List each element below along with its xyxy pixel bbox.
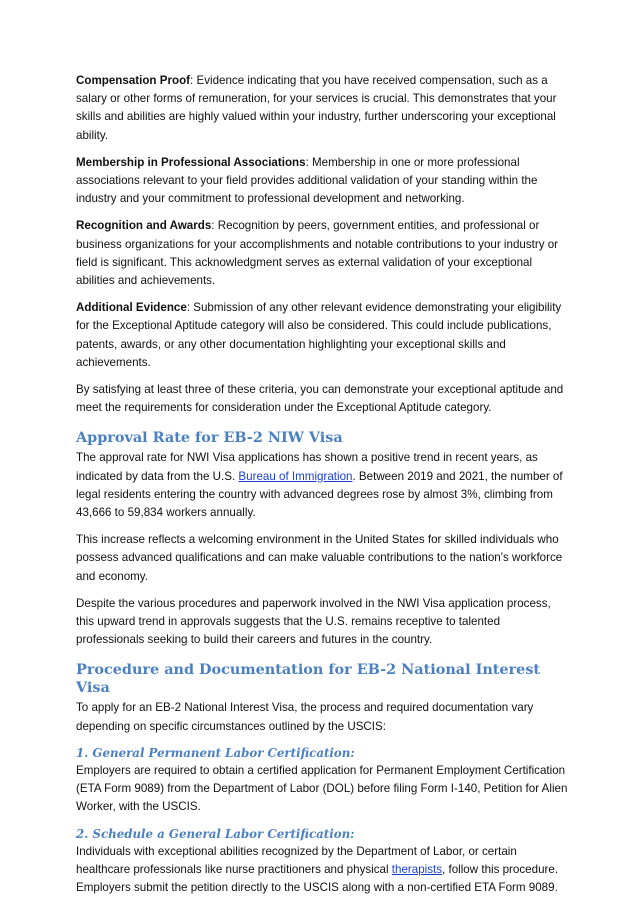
approval-paragraph-1	[76, 449, 570, 522]
approval-text-after-link: . Between 2019 and 2021, the number of legal residents entering the country with advanced degrees rose by almost 3%, climbing from 43,666 to 59,834 workers annually.	[76, 469, 563, 520]
bureau-of-immigration-link[interactable]: Bureau of Immigration	[238, 469, 353, 483]
schedule-labor-certification-text	[76, 843, 570, 898]
approval-rate-heading: Approval Rate for EB-2 NIW Visa	[76, 429, 343, 447]
criterion-recognition-awards	[76, 217, 570, 290]
procedure-heading: Procedure and Documentation for EB-2 National Interest Visa	[76, 661, 541, 697]
procedure-intro: To apply for an EB-2 National Interest Visa, the process and required documentation vary depending on specific circumstances outlined by the USCIS:	[76, 701, 534, 733]
subheading-schedule-labor-certification: 2. Schedule a General Labor Certification:	[76, 826, 355, 841]
schedule-text-before-link: Individuals with exceptional abilities recognized by the Department of Labor, or certain healthcare professionals like nurse practitioners and physical	[76, 844, 517, 876]
criteria-summary: By satisfying at least three of these criteria, you can demonstrate your exceptional aptitude and meet the requirements for consideration under the Exceptional Aptitude category.	[76, 383, 564, 415]
approval-paragraph-2: This increase reflects a welcoming environment in the United States for skilled individuals who possess advanced qualifications and can make valuable contributions to the nation's workforce and economy.	[76, 533, 563, 583]
criterion-term: Recognition and Awards	[76, 219, 212, 233]
criterion-text: : Evidence indicating that you have received compensation, such as a salary or other forms of remuneration, for your services is crucial. This demonstrates that your skills and abilities are highly valued within your industry, further underscoring your exceptional ability.	[76, 74, 557, 142]
subheading-general-permanent-labor: 1. General Permanent Labor Certification:	[76, 745, 355, 760]
criterion-additional-evidence	[76, 299, 570, 372]
criterion-term: Compensation Proof	[76, 74, 191, 87]
general-permanent-labor-text: Employers are required to obtain a certified application for Permanent Employment Certification (ETA Form 9089) from the Department of Labor (DOL) before filing Form I-140, Petition for Alien Worker, with the USCIS.	[76, 763, 568, 814]
approval-text-before-link: The approval rate for NWI Visa applications has shown a positive trend in recent years, as indicated by data from the U.S.	[76, 451, 538, 483]
criterion-compensation-proof	[76, 72, 570, 145]
criterion-term: Additional Evidence	[76, 301, 187, 315]
therapists-link[interactable]: therapists	[391, 862, 443, 876]
approval-paragraph-3: Despite the various procedures and paperwork involved in the NWI Visa application process, this upward trend in approvals suggests that the U.S. remains receptive to talented professionals seeking to build their careers and futures in the country.	[76, 596, 551, 647]
schedule-text-after-link: , follow this procedure. Employers submit the petition directly to the USCIS along with a non-certified ETA Form 9089.	[76, 862, 559, 894]
criterion-text: : Recognition by peers, government entities, and professional or business organizations for your accomplishments and notable contributions to your industry or field is significant. This acknowledgment serves as external validation of your exceptional abilities and achievements.	[76, 219, 559, 288]
criterion-text: : Submission of any other relevant evidence demonstrating your eligibility for the Exceptional Aptitude category will also be considered. This could include publications, patents, awards, or any other documentation highlighting your exceptional skills and achievements.	[76, 301, 562, 369]
criterion-term: Membership in Professional Associations	[76, 155, 306, 169]
document-page	[76, 72, 570, 906]
criterion-text: : Membership in one or more professional associations relevant to your field provides additional validation of your standing within the industry and your commitment to professional development and networking.	[76, 155, 538, 206]
criterion-professional-associations	[76, 154, 570, 209]
